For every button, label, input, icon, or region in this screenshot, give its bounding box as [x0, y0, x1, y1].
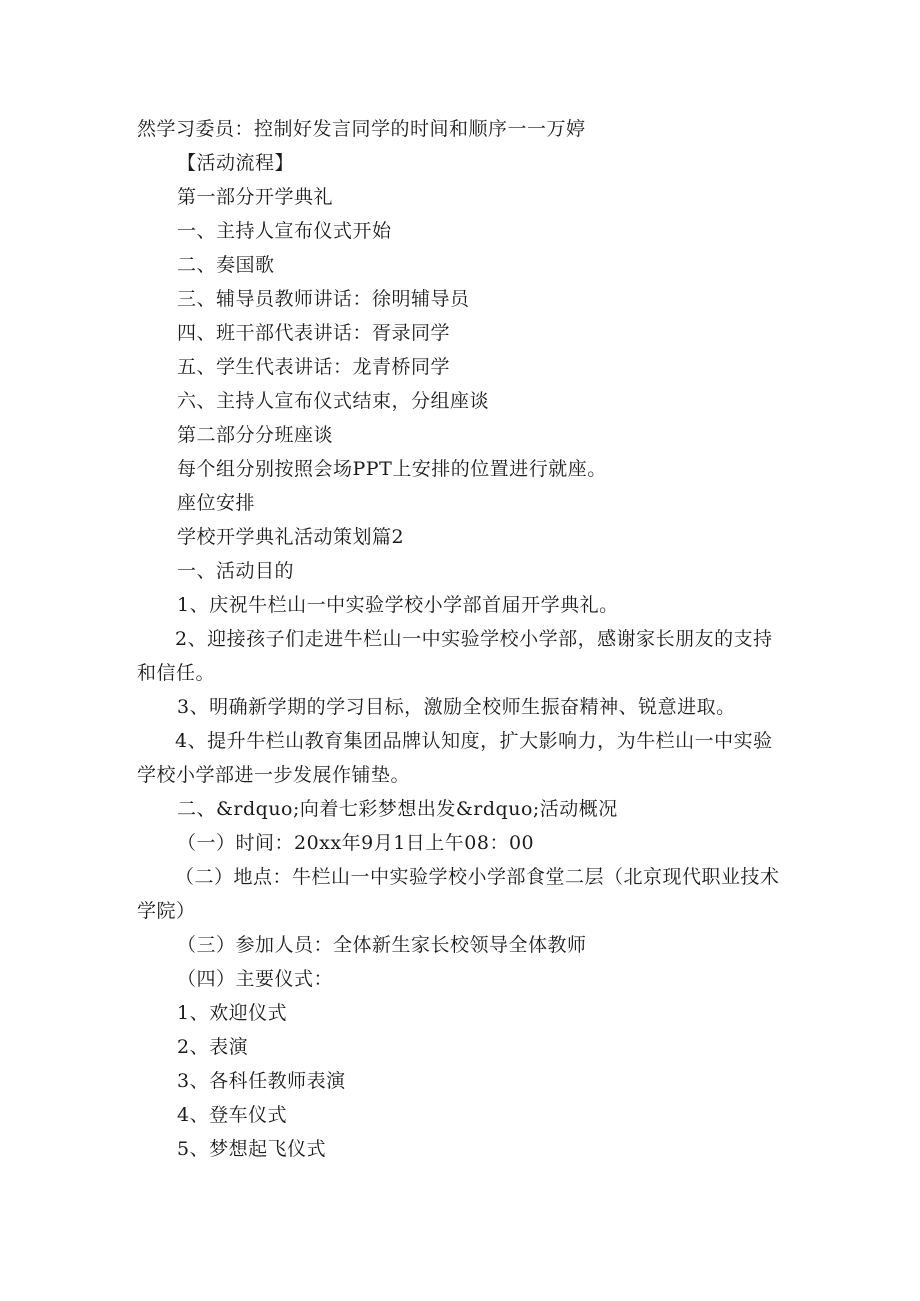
- list-item: （三）参加人员：全体新生家长校领导全体教师: [177, 934, 587, 956]
- list-item: 五、学生代表讲话：龙青桥同学: [177, 356, 451, 378]
- text-line: 然学习委员：控制好发言同学的时间和顺序一一万婷: [137, 118, 586, 140]
- section-heading: 一、活动目的: [177, 560, 295, 582]
- list-item: （二）地点：牛栏山一中实验学校小学部食堂二层（北京现代职业技术学院）: [137, 866, 780, 922]
- list-item: 四、班干部代表讲话：胥录同学: [177, 322, 451, 344]
- list-item: 3、各科任教师表演: [177, 1070, 346, 1092]
- list-item: 4、提升牛栏山教育集团品牌认知度，扩大影响力，为牛栏山一中实验学校小学部进一步发展作铺垫。: [137, 730, 773, 786]
- text-line: 第二部分分班座谈: [177, 424, 334, 446]
- text-line: 每个组分别按照会场PPT上安排的位置进行就座。: [177, 458, 607, 480]
- text-line: 座位安排: [177, 492, 256, 514]
- list-item: 三、辅导员教师讲话：徐明辅导员: [177, 288, 470, 310]
- list-item: 2、表演: [177, 1036, 249, 1058]
- list-item: 3、明确新学期的学习目标，激励全校师生振奋精神、锐意进取。: [177, 696, 736, 718]
- text-line: 第一部分开学典礼: [177, 186, 334, 208]
- list-item: 2、迎接孩子们走进牛栏山一中实验学校小学部，感谢家长朋友的支持和信任。: [137, 628, 773, 684]
- section-heading: 二、&rdquo;向着七彩梦想出发&rdquo;活动概况: [177, 798, 618, 820]
- list-item: （一）时间：20xx年9月1日上午08：00: [177, 832, 535, 854]
- list-item: 5、梦想起飞仪式: [177, 1138, 327, 1160]
- list-item: （四）主要仪式：: [177, 968, 334, 990]
- document-title: 学校开学典礼活动策划篇2: [177, 526, 405, 548]
- list-item: 六、主持人宣布仪式结束，分组座谈: [177, 390, 490, 412]
- list-item: 1、庆祝牛栏山一中实验学校小学部首届开学典礼。: [177, 594, 619, 616]
- list-item: 1、欢迎仪式: [177, 1002, 288, 1024]
- list-item: 二、奏国歌: [177, 254, 275, 276]
- document-body: [137, 112, 787, 1166]
- section-heading: 【活动流程】: [177, 152, 295, 174]
- list-item: 一、主持人宣布仪式开始: [177, 220, 392, 242]
- list-item: 4、登车仪式: [177, 1104, 288, 1126]
